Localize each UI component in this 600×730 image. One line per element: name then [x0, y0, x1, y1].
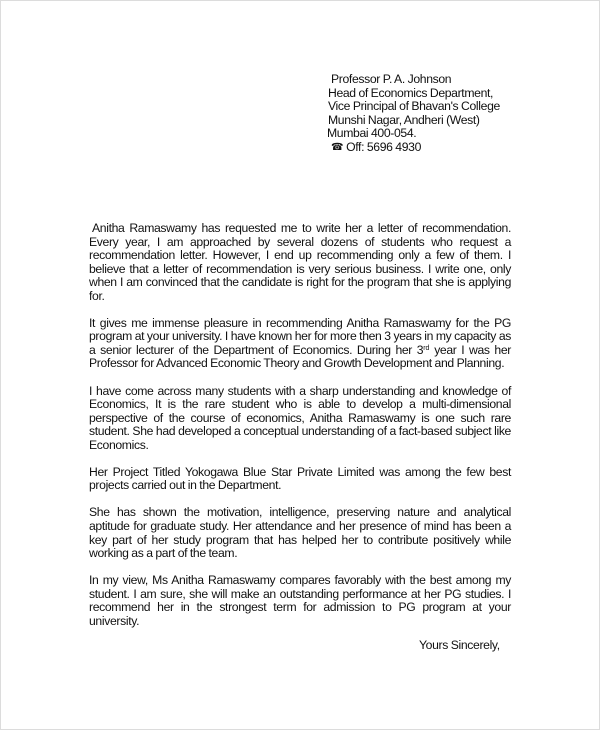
telephone-icon: ☎ [331, 141, 344, 153]
paragraph-motivation: She has shown the motivation, intelligence, preserving nature and analytical aptitude for graduate study. Her attendance and her presence of mind has been a key part of her study program that has helped her to contribute positively while working as a part of the team. [89, 505, 511, 561]
paragraph-acquaintance-part2: year I was her Professor for Advanced Economic Theory and Growth Development and Planning. [89, 342, 511, 371]
paragraph-acquaintance-part1: It gives me immense pleasure in recommending Anitha Ramaswamy for the PG program at your university. I have known her for more then 3 years in my capacity as a senior lecturer of the Department of Economics. During her 3 [89, 315, 511, 357]
ordinal-superscript: rd [423, 344, 430, 352]
closing-salutation: Yours Sincerely, [419, 638, 500, 652]
paragraph-intro: Anitha Ramaswamy has requested me to write her a letter of recommendation. Every year, I am approached by several dozens of students who request a recommendation letter. However, I end up recommending only a few of them. I believe that a letter of recommendation is very serious business. I write one, only when I am convinced that the candidate is right for the program that she is applying for. [89, 221, 511, 303]
sender-phone-line [327, 141, 500, 155]
sender-address-block [327, 73, 500, 155]
letter-body [89, 222, 511, 642]
sender-title: Head of Economics Department, [328, 85, 494, 100]
paragraph-understanding: I have come across many students with a sharp understanding and knowledge of Economics, It is the rare student who is able to develop a multi-dimensional perspective of the course of economics, Anitha Ramaswamy is one such rare student. She had developed a conceptual understanding of a fact-based subject like Economics. [89, 383, 511, 452]
sender-name: Professor P. A. Johnson [331, 72, 452, 86]
sender-position: Vice Principal of Bhavan's College [328, 99, 500, 114]
sender-address-line2: Mumbai 400-054. [327, 126, 417, 141]
paragraph-project: Her Project Titled Yokogawa Blue Star Private Limited was among the few best projects carried out in the Department. [89, 464, 511, 493]
paragraph-acquaintance [89, 317, 511, 371]
paragraph-conclusion: In my view, Ms Anitha Ramaswamy compares favorably with the best among my student. I am sure, she will make an outstanding performance at her PG studies. I recommend her in the strongest term for admission to PG program at your university. [89, 573, 511, 628]
sender-phone: Off: 5696 4930 [346, 139, 422, 154]
sender-address-line1: Munshi Nagar, Andheri (West) [328, 112, 480, 127]
